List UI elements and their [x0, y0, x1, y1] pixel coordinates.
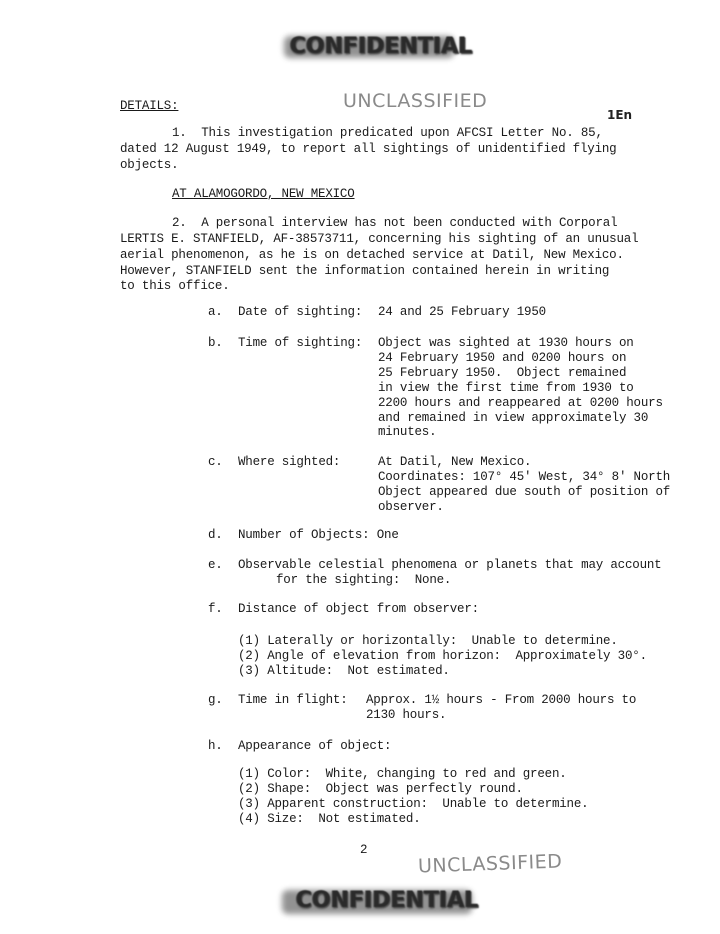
- confidential-stamp-top: CONFIDENTIAL: [290, 34, 472, 59]
- unclassified-stamp-bottom: UNCLASSIFIED: [417, 850, 563, 878]
- item-sub: (2) Angle of elevation from horizon: Approximately 30°.: [238, 649, 647, 663]
- item-sub: (4) Size: Not estimated.: [238, 812, 421, 826]
- item-label: Time of sighting:: [238, 336, 363, 350]
- item-letter: b.: [208, 336, 223, 350]
- confidential-stamp-bottom: CONFIDENTIAL: [296, 888, 478, 913]
- item-sub: (3) Altitude: Not estimated.: [238, 664, 450, 678]
- para1-line: objects.: [120, 158, 179, 172]
- item-label: Date of sighting:: [238, 305, 363, 319]
- para2-line: However, STANFIELD sent the information contained herein in writing: [120, 264, 610, 278]
- item-letter: d.: [208, 528, 223, 542]
- item-text: Observable celestial phenomena or planets that may account: [238, 558, 662, 572]
- item-label: Where sighted:: [238, 455, 341, 469]
- item-value: 25 February 1950. Object remained: [378, 366, 627, 380]
- item-text: Number of Objects: One: [238, 528, 399, 542]
- item-value: 2130 hours.: [366, 708, 447, 722]
- para2-line: 2. A personal interview has not been conducted with Corporal: [172, 216, 618, 230]
- item-value: Object appeared due south of position of: [378, 485, 671, 499]
- item-value: 24 and 25 February 1950: [378, 305, 546, 319]
- item-letter: g.: [208, 693, 223, 707]
- item-value: 2200 hours and reappeared at 0200 hours: [378, 396, 663, 410]
- para1-line: dated 12 August 1949, to report all sightings of unidentified flying: [120, 142, 617, 156]
- unclassified-stamp-top: UNCLASSIFIED: [343, 90, 488, 112]
- item-value: Approx. 1½ hours - From 2000 hours to: [366, 693, 637, 707]
- item-value: in view the first time from 1930 to: [378, 381, 634, 395]
- details-heading: DETAILS:: [120, 99, 179, 113]
- para1-line: 1. This investigation predicated upon AFCSI Letter No. 85,: [172, 126, 603, 140]
- page-number: 2: [360, 843, 368, 857]
- para2-line: to this office.: [120, 279, 230, 293]
- item-letter: h.: [208, 739, 223, 753]
- item-letter: a.: [208, 305, 223, 319]
- item-text: Appearance of object:: [238, 739, 392, 753]
- item-sub: (1) Laterally or horizontally: Unable to determine.: [238, 634, 618, 648]
- item-text: for the sighting: None.: [276, 573, 452, 587]
- item-label: Time in flight:: [238, 693, 348, 707]
- item-value: minutes.: [378, 425, 437, 439]
- item-sub: (3) Apparent construction: Unable to determine.: [238, 797, 589, 811]
- item-value: 24 February 1950 and 0200 hours on: [378, 351, 627, 365]
- item-value: and remained in view approximately 30: [378, 411, 649, 425]
- item-value: Object was sighted at 1930 hours on: [378, 336, 634, 350]
- para2-line: LERTIS E. STANFIELD, AF-38573711, concerning his sighting of an unusual: [120, 232, 639, 246]
- location-heading: AT ALAMOGORDO, NEW MEXICO: [172, 187, 355, 201]
- item-letter: f.: [208, 602, 223, 616]
- corner-mark: 1En: [607, 108, 633, 122]
- item-text: Distance of object from observer:: [238, 602, 479, 616]
- item-value: observer.: [378, 500, 444, 514]
- item-value: Coordinates: 107° 45' West, 34° 8' North: [378, 470, 671, 484]
- item-sub: (2) Shape: Object was perfectly round.: [238, 782, 523, 796]
- item-letter: c.: [208, 455, 223, 469]
- para2-line: aerial phenomenon, as he is on detached service at Datil, New Mexico.: [120, 248, 624, 262]
- item-value: At Datil, New Mexico.: [378, 455, 532, 469]
- item-letter: e.: [208, 558, 223, 572]
- item-sub: (1) Color: White, changing to red and green.: [238, 767, 567, 781]
